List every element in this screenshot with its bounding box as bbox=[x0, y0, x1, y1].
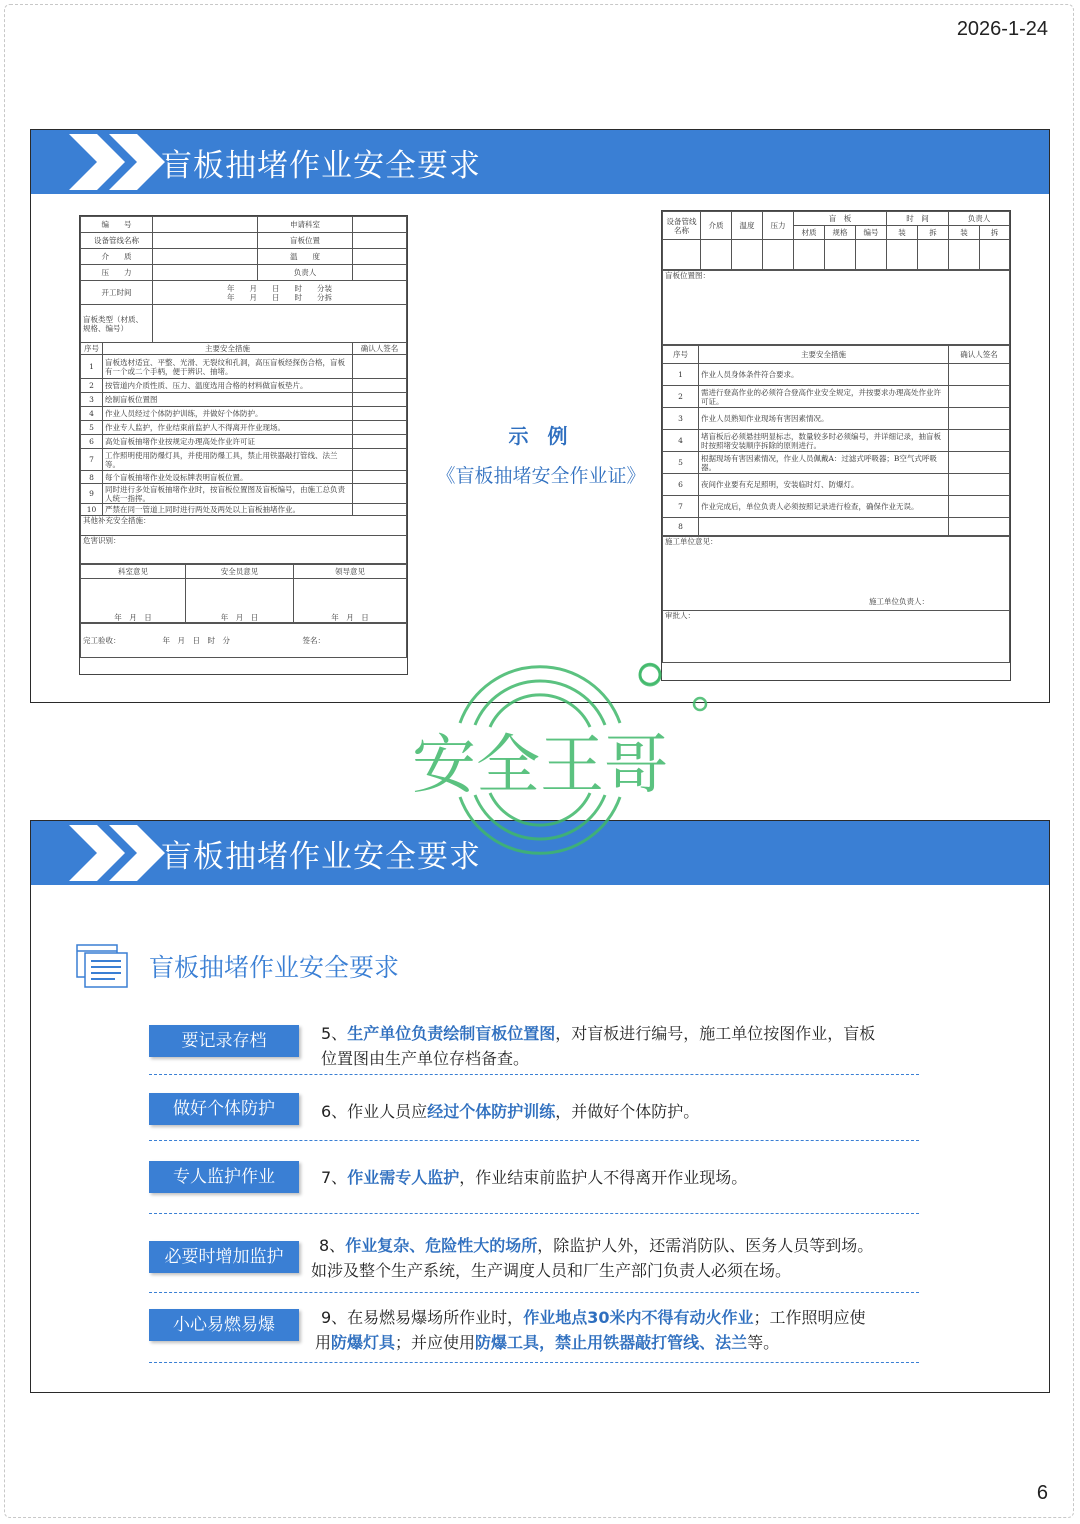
example-label: 示 例 bbox=[508, 424, 574, 448]
slide-2-title: 盲板抽堵作业安全要求 bbox=[161, 839, 481, 875]
form-label: 盲板位置 bbox=[258, 233, 353, 249]
form-label: 压 力 bbox=[81, 265, 153, 281]
form-label: 完工验收： bbox=[81, 624, 161, 658]
form-back-header-table bbox=[662, 211, 1010, 270]
slide-1 bbox=[30, 129, 1050, 703]
form-back-opinion-table bbox=[662, 536, 1010, 663]
requirement-text: 9、在易燃易爆场所作业时，作业地点30米内不得有动火作业；工作照明应使 用防爆灯具；并应使用防爆工具，禁止用铁器敲打管线、法兰等。 bbox=[315, 1308, 866, 1352]
form-label: 编 号 bbox=[81, 217, 153, 233]
form-col-header: 装 bbox=[949, 226, 980, 240]
requirement-text: 8、作业复杂、危险性大的场所，除监护人外，还需消防队、医务人员等到场。 如涉及整个生产系统，生产调度人员和厂生产部门负责人必须在场。 bbox=[311, 1236, 874, 1280]
form-col-header: 主要安全措施 bbox=[103, 343, 353, 355]
requirement-tag: 必要时增加监护 bbox=[149, 1241, 299, 1273]
slide-1-title: 盲板抽堵作业安全要求 bbox=[161, 148, 481, 184]
form-front-table bbox=[80, 216, 407, 564]
requirement-tag: 做好个体防护 bbox=[149, 1093, 299, 1125]
page-date: 2026-1-24 bbox=[956, 18, 1048, 40]
table-row: 5 作业专人监护，作业结束前监护人不得离开作业现场。 bbox=[81, 421, 407, 435]
table-row: 4 作业人员经过个体防护训练，并做好个体防护。 bbox=[81, 407, 407, 421]
form-complete-table bbox=[80, 623, 407, 658]
table-row: 7 工作照明使用防爆灯具，并使用防爆工具，禁止用铁器敲打管线、法兰等。 bbox=[81, 449, 407, 471]
table-row: 4 堵盲板后必须悬挂明显标志，数量较多时必须编号，并详细记录，抽盲板时按照堵安装顺序拆除的原则进行。 bbox=[663, 430, 1010, 452]
table-row: 1 盲板选材适宜、平整、光滑、无裂纹和孔洞，高压盲板经探伤合格，盲板有一个或二个手柄，便于辨识、抽堵。 bbox=[81, 355, 407, 379]
form-label: 申请科室 bbox=[258, 217, 353, 233]
decor-circles-icon bbox=[636, 660, 716, 720]
form-label: 领导意见 bbox=[294, 565, 407, 579]
form-col-header: 压力 bbox=[763, 212, 794, 240]
blind-permit-form-back bbox=[661, 210, 1011, 681]
requirement-text: 6、作业人员应经过个体防护训练，并做好个体防护。 bbox=[321, 1102, 700, 1121]
form-time-install: 年 月 日 时 分装 bbox=[227, 283, 332, 293]
divider bbox=[149, 1140, 919, 1141]
form-col-header: 序号 bbox=[81, 343, 103, 355]
section-title: 盲板抽堵作业安全要求 bbox=[149, 953, 400, 982]
form-label: 签名： bbox=[301, 624, 407, 658]
requirement-tag: 小心易燃易爆 bbox=[149, 1309, 299, 1341]
table-row: 8 bbox=[663, 518, 1010, 536]
table-row: 3 作业人员熟知作业现场有害因素情况。 bbox=[663, 408, 1010, 430]
form-date: 年 月 日 bbox=[186, 579, 294, 623]
table-row: 6 夜间作业要有充足照明，安装临时灯、防爆灯。 bbox=[663, 474, 1010, 496]
form-approver: 审批人： bbox=[663, 611, 1010, 663]
form-col-header: 负责人 bbox=[949, 212, 1010, 226]
requirement-text: 5、生产单位负责绘制盲板位置图，对盲板进行编号，施工单位按图作业，盲板 位置图由生产单位存档备查。 bbox=[321, 1024, 876, 1068]
divider bbox=[149, 1362, 919, 1363]
form-opinion-table bbox=[80, 564, 407, 623]
table-row: 10 严禁在同一管道上同时进行两处及两处以上盲板抽堵作业。 bbox=[81, 504, 407, 516]
list-item bbox=[149, 1021, 919, 1073]
requirement-tag: 要记录存档 bbox=[149, 1025, 299, 1057]
form-label: 盲板类型（材质、规格、编号） bbox=[81, 305, 153, 343]
form-date: 年 月 日 bbox=[81, 579, 186, 623]
divider bbox=[149, 1292, 919, 1293]
form-date: 年 月 日 bbox=[294, 579, 407, 623]
slide-2 bbox=[30, 820, 1050, 1393]
form-label: 开工时间 bbox=[81, 281, 153, 305]
form-col-header: 拆 bbox=[980, 226, 1010, 240]
form-label: 介 质 bbox=[81, 249, 153, 265]
table-row: 8 每个盲板抽堵作业处设标牌表明盲板位置。 bbox=[81, 471, 407, 484]
form-label: 安全员意见 bbox=[186, 565, 294, 579]
table-row: 3 绘制盲板位置图 bbox=[81, 393, 407, 407]
table-row: 6 高处盲板抽堵作业按规定办理高处作业许可证 bbox=[81, 435, 407, 449]
form-blind-map: 盲板位置图： bbox=[663, 271, 1010, 345]
page-number: 6 bbox=[1036, 1482, 1048, 1504]
form-label: 设备管线名称 bbox=[81, 233, 153, 249]
form-back-measures-table bbox=[662, 345, 1010, 536]
form-constructor-owner: 施工单位负责人： bbox=[869, 597, 929, 606]
watermark-text: 安全王哥 bbox=[412, 729, 668, 803]
form-label: 温 度 bbox=[258, 249, 353, 265]
form-label: 科室意见 bbox=[81, 565, 186, 579]
table-row: 2 按管道内介质性质、压力、温度选用合格的材料做盲板垫片。 bbox=[81, 379, 407, 393]
table-row: 1 作业人员身体条件符合要求。 bbox=[663, 364, 1010, 386]
form-col-header: 温度 bbox=[732, 212, 763, 240]
form-constructor-opinion: 施工单位意见： bbox=[665, 537, 718, 546]
form-col-header: 序号 bbox=[663, 346, 699, 364]
requirement-text: 7、作业需专人监护，作业结束前监护人不得离开作业现场。 bbox=[321, 1168, 748, 1187]
example-caption bbox=[411, 420, 671, 488]
form-col-header: 装 bbox=[887, 226, 918, 240]
form-col-header: 主要安全措施 bbox=[699, 346, 949, 364]
table-row: 5 根据现场有害因素情况，作业人员佩戴A：过滤式呼吸器；B空气式呼吸器。 bbox=[663, 452, 1010, 474]
example-name: 《盲板抽堵安全作业证》 bbox=[436, 465, 646, 487]
form-time-remove: 年 月 日 时 分拆 bbox=[227, 292, 332, 302]
requirement-tag: 专人监护作业 bbox=[149, 1161, 299, 1193]
table-row: 2 需进行登高作业的必须符合登高作业安全规定，并按要求办理高处作业许可证。 bbox=[663, 386, 1010, 408]
form-other-measures: 其他补充安全措施： bbox=[81, 516, 407, 536]
form-hazard: 危害识别： bbox=[81, 536, 407, 564]
form-col-header: 介质 bbox=[701, 212, 732, 240]
form-col-header: 确认人签名 bbox=[949, 346, 1010, 364]
form-back-map-table bbox=[662, 270, 1010, 345]
table-row: 9 同时进行多处盲板抽堵作业时，按盲板位置图及盲板编号，由施工总负责人统一指挥。 bbox=[81, 484, 407, 504]
form-col-header: 时 间 bbox=[887, 212, 949, 226]
form-col-header: 规格 bbox=[825, 226, 856, 240]
form-date: 年 月 日 时 分 bbox=[161, 624, 301, 658]
form-col-header: 确认人签名 bbox=[353, 343, 407, 355]
form-col-header: 材质 bbox=[794, 226, 825, 240]
blind-permit-form-front bbox=[79, 215, 408, 675]
list-item bbox=[149, 1231, 919, 1287]
form-col-header: 拆 bbox=[918, 226, 949, 240]
slide-2-header bbox=[31, 821, 1049, 885]
form-col-header: 编号 bbox=[856, 226, 887, 240]
list-item bbox=[149, 1159, 919, 1195]
list-item bbox=[149, 1093, 919, 1129]
list-item bbox=[149, 1305, 919, 1361]
slide-1-header bbox=[31, 130, 1049, 194]
divider bbox=[149, 1074, 919, 1075]
document-list-icon bbox=[75, 941, 129, 991]
table-row: 7 作业完成后，单位负责人必须按照记录进行检查，确保作业无误。 bbox=[663, 496, 1010, 518]
form-col-header: 盲 板 bbox=[794, 212, 887, 226]
form-col-header: 设备管线名称 bbox=[663, 212, 701, 240]
divider bbox=[149, 1213, 919, 1214]
form-label: 负责人 bbox=[258, 265, 353, 281]
